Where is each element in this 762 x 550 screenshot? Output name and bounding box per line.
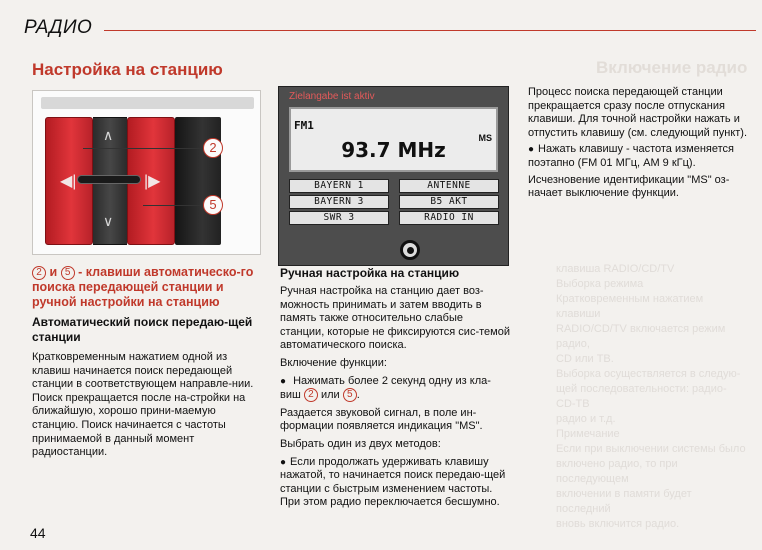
press-keys-instruction [280,375,510,403]
knob-center [407,247,414,254]
rotary-knob-icon [400,240,420,260]
ghost-line: Если при выключении системы было [556,443,746,455]
ghost-line: Выборка осуществляется в следую- [556,368,741,380]
or-word: или [320,389,340,402]
choose-method-text: Выбрать один из двух методов: [280,437,441,450]
panel-top-strip [41,97,254,109]
button-panel-photo [32,90,261,255]
press-keys-text: Нажимать более 2 секунд одну из кла-виш [280,374,491,402]
ghost-line: Кратковременным нажатием клавиши [556,293,704,320]
step-tuning-instruction: ● Нажать клавишу - частота изменяется поэтапно (FM 01 МГц, AM 9 кГц). [528,143,758,170]
page-title: Настройка на станцию [32,60,223,79]
ghost-line: включении в памяти будет последний [556,488,692,515]
enable-function-label: Включение функции: [280,356,387,369]
frequency-box [289,107,498,172]
auto-search-heading: Автоматический поиск передаю-щей станции [32,315,253,344]
chevron-down-icon: ∨ [103,213,114,229]
manual-tuning-heading: Ручная настройка на станцию [280,266,460,280]
beep-signal-text: Раздается звуковой сигнал, в поле ин-формации появляется индикация "MS". [280,406,483,433]
callout-line-2 [83,148,203,149]
header-rule [104,30,756,31]
page-number: 44 [30,525,46,541]
section-title: РАДИО [24,17,93,38]
ms-flag: MS [478,133,492,143]
key-number-5: 5 [61,266,75,280]
station-preset: BAYERN 1 [289,179,389,193]
side-button [175,117,221,245]
callout-line-5 [143,205,203,206]
display-status-label: Zielangabe ist aktiv [289,91,375,102]
band-label: FM1 [294,119,314,132]
auto-search-body: Кратковременным нажатием одной из клавиш начинается поиск передающей станции в соответствующем направле-нии. Поиск прекращается после на-стройки на ближайшую, хорошо прини-маемую станцию. Поиск начинается с частоты принимаемой в данный момент радиостанции. [32,351,254,459]
key-number-5: 5 [343,388,357,402]
chevron-up-icon: ∧ [103,127,114,143]
callout-2: 2 [203,138,223,158]
radio-display [278,86,509,266]
ghost-line: вновь включится радио. [556,518,680,530]
keys-heading-text: - клавиши автоматическо-го поиска передающей станции и ручной настройки на станцию [32,265,254,309]
seek-back-icon: ◀| [60,173,77,190]
manual-tuning-intro: Ручная настройка на станцию дает воз-можность принимать и затем вводить в память также относительно слабые станции, которые не фиксируются сис-темой автоматического поиска. [280,285,510,352]
keys-heading [32,265,264,310]
ghost-line: радио и т.д. [556,413,616,425]
button-slot [77,175,141,184]
ghost-line: включено радио, то при последующем [556,458,678,485]
ghost-title: Включение радио [596,58,748,77]
station-preset: RADIO IN [399,211,499,225]
station-preset: B5 AKT [399,195,499,209]
search-stop-text: Процесс поиска передающей станции прекращается сразу после отпускания клавиши. Для точной настройки нажать и отпустить клавишу (см. следующий пункт). [528,86,748,139]
frequency-readout: 93.7 MHz [341,138,446,162]
left-column [32,265,264,460]
ghost-line: CD или TB. [556,353,614,365]
station-preset: SWR 3 [289,211,389,225]
ghost-line: Примечание [556,428,620,440]
ghost-line: RADIO/CD/TV включается режим радио, [556,323,726,350]
ms-off-text: Исчезновение идентификации "MS" оз-начает выключение функции. [528,173,730,200]
hold-key-instruction: ● Если продолжать удерживать клавишу нажатой, то начинается поиск передаю-щей станции с быстрым изменением частоты. При этом радио переключается бесшумно. [280,456,510,510]
period: . [356,389,360,402]
key-number-2: 2 [304,388,318,402]
ghost-line: Выборка режима [556,278,644,290]
station-preset: BAYERN 3 [289,195,389,209]
ghost-text-block [556,262,746,532]
callout-5: 5 [203,195,223,215]
seek-forward-icon: |▶ [144,173,161,190]
middle-column [280,266,510,510]
heading-and: и [49,265,58,279]
station-preset: ANTENNE [399,179,499,193]
key-number-2: 2 [32,266,46,280]
ghost-line: клавиша RADIO/CD/TV [556,263,675,275]
right-column [528,86,758,204]
ghost-line: щей последовательности: радио-CD-TB [556,383,727,410]
